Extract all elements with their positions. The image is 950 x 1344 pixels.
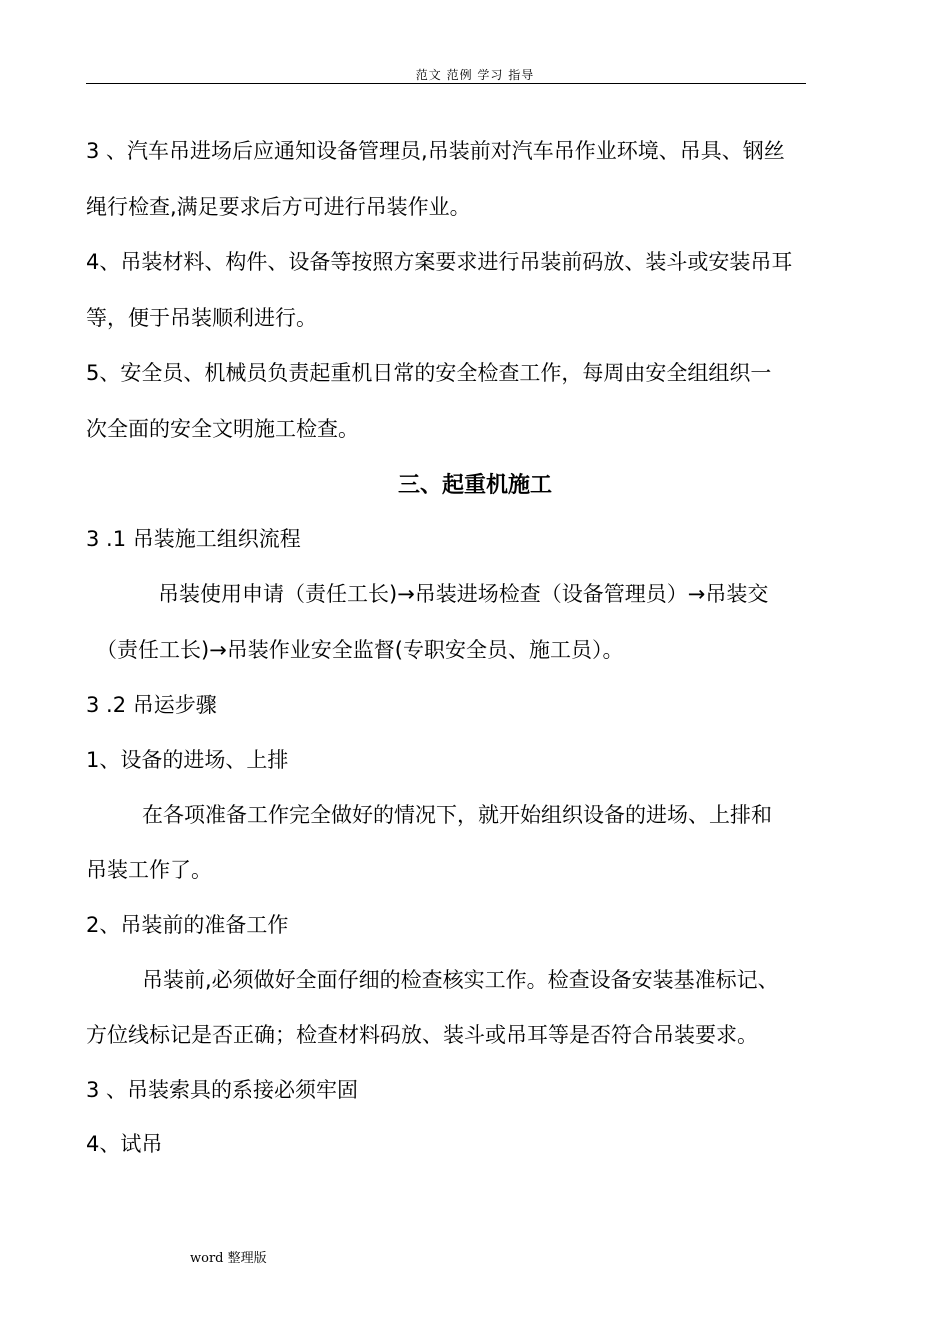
paragraph-line: 方位线标记是否正确；检查材料码放、装斗或吊耳等是否符合吊装要求。	[86, 1023, 758, 1047]
page-footer: word 整理版	[190, 1251, 267, 1266]
list-item-title: 2、吊装前的准备工作	[86, 913, 289, 937]
list-item-title: 3 、吊装索具的系接必须牢固	[86, 1078, 359, 1102]
paragraph-line: 吊装使用申请（责任工长)→吊装进场检查（设备管理员）→吊装交	[158, 582, 769, 606]
paragraph-line: 等，便于吊装顺利进行。	[86, 306, 317, 330]
subsection-title: 3 .2 吊运步骤	[86, 693, 217, 717]
paragraph-line: 3 、汽车吊进场后应通知设备管理员,吊装前对汽车吊作业环境、吊具、钢丝	[86, 139, 785, 163]
paragraph-line: 次全面的安全文明施工检查。	[86, 417, 359, 441]
paragraph-line: 绳行检查,满足要求后方可进行吊装作业。	[86, 195, 471, 219]
section-heading: 三、起重机施工	[397, 473, 552, 498]
paragraph-line: 4、吊装材料、构件、设备等按照方案要求进行吊装前码放、装斗或安装吊耳	[86, 250, 793, 274]
list-item-title: 4、试吊	[86, 1132, 163, 1156]
header-divider	[86, 83, 806, 84]
subsection-title: 3 .1 吊装施工组织流程	[86, 527, 301, 551]
paragraph-line: 吊装工作了。	[86, 858, 212, 882]
paragraph-line: （责任工长)→吊装作业安全监督(专职安全员、施工员）。	[96, 638, 624, 662]
paragraph-line: 5、安全员、机械员负责起重机日常的安全检查工作，每周由安全组组织一	[86, 361, 772, 385]
header-text: 范文 范例 学习 指导	[415, 68, 535, 82]
paragraph-line: 吊装前,必须做好全面仔细的检查核实工作。检查设备安装基准标记、	[142, 968, 779, 992]
list-item-title: 1、设备的进场、上排	[86, 748, 289, 772]
paragraph-line: 在各项准备工作完全做好的情况下，就开始组织设备的进场、上排和	[142, 803, 772, 827]
